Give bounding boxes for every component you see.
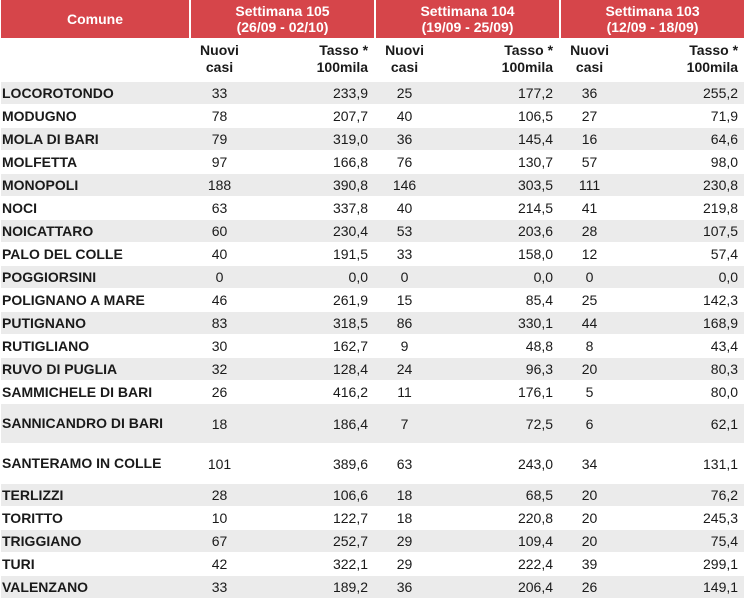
tasso-cell: 106,6 [250,483,374,506]
nuovi-casi-cell: 33 [189,575,250,598]
table-row [1,357,744,380]
comune-name: MOLA DI BARI [1,127,189,150]
tasso-cell: 130,7 [435,150,559,173]
tasso-cell: 64,6 [620,127,744,150]
subheader-blank [1,38,189,81]
nuovi-casi-cell: 188 [189,173,250,196]
tasso-line1: Tasso * [504,42,554,58]
nuovi-casi-line1: Nuovi [570,42,609,58]
nuovi-casi-cell: 57 [559,150,620,173]
tasso-cell: 299,1 [620,552,744,575]
tasso-cell: 75,4 [620,529,744,552]
nuovi-casi-line2: casi [205,59,234,75]
nuovi-casi-cell: 0 [189,265,250,288]
week-title: Settimana 103 [605,3,700,19]
tasso-cell: 96,3 [435,357,559,380]
tasso-cell: 68,5 [435,483,559,506]
nuovi-casi-cell: 18 [374,483,435,506]
comune-name: RUTIGLIANO [1,334,189,357]
tasso-cell: 219,8 [620,196,744,219]
tasso-cell: 0,0 [250,265,374,288]
tasso-cell: 318,5 [250,311,374,334]
tasso-cell: 71,9 [620,104,744,127]
nuovi-casi-cell: 33 [374,242,435,265]
nuovi-casi-cell: 15 [374,288,435,311]
table-row [1,552,744,575]
nuovi-casi-cell: 28 [559,219,620,242]
tasso-cell: 57,4 [620,242,744,265]
tasso-cell: 189,2 [250,575,374,598]
nuovi-casi-line1: Nuovi [200,42,239,58]
nuovi-casi-cell: 76 [374,150,435,173]
nuovi-casi-line1: Nuovi [385,42,424,58]
nuovi-casi-cell: 25 [559,288,620,311]
tasso-cell: 85,4 [435,288,559,311]
comune-name: NOCI [1,196,189,219]
nuovi-casi-line2: casi [390,59,419,75]
table-row [1,150,744,173]
table-row [1,506,744,529]
nuovi-casi-cell: 46 [189,288,250,311]
nuovi-casi-cell: 26 [189,380,250,403]
comune-name: SANTERAMO IN COLLE [1,443,189,483]
nuovi-casi-cell: 29 [374,529,435,552]
tasso-cell: 106,5 [435,104,559,127]
table-row [1,81,744,104]
tasso-cell: 145,4 [435,127,559,150]
tasso-cell: 214,5 [435,196,559,219]
tasso-cell: 252,7 [250,529,374,552]
nuovi-casi-cell: 10 [189,506,250,529]
comune-name: LOCOROTONDO [1,81,189,104]
comune-name: MODUGNO [1,104,189,127]
nuovi-casi-cell: 9 [374,334,435,357]
tasso-line1: Tasso * [319,42,369,58]
tasso-cell: 222,4 [435,552,559,575]
comune-name: TORITTO [1,506,189,529]
nuovi-casi-cell: 44 [559,311,620,334]
nuovi-casi-cell: 20 [559,529,620,552]
table-row [1,104,744,127]
nuovi-casi-cell: 41 [559,196,620,219]
tasso-cell: 0,0 [435,265,559,288]
tasso-cell: 62,1 [620,403,744,443]
week-104-header [374,0,559,38]
nuovi-casi-cell: 26 [559,575,620,598]
week-103-header [559,0,744,38]
nuovi-casi-cell: 20 [559,357,620,380]
table-body [1,81,744,598]
covid-weekly-table [1,0,744,598]
nuovi-casi-cell: 29 [374,552,435,575]
nuovi-casi-cell: 25 [374,81,435,104]
comune-name: SANNICANDRO DI BARI [1,403,189,443]
week-dates: (12/09 - 18/09) [606,19,699,35]
tasso-cell: 319,0 [250,127,374,150]
nuovi-casi-cell: 18 [189,403,250,443]
table-row [1,380,744,403]
tasso-header [620,38,744,81]
tasso-cell: 230,4 [250,219,374,242]
tasso-cell: 390,8 [250,173,374,196]
nuovi-casi-cell: 86 [374,311,435,334]
nuovi-casi-cell: 0 [374,265,435,288]
nuovi-casi-cell: 20 [559,506,620,529]
nuovi-casi-cell: 79 [189,127,250,150]
nuovi-casi-cell: 16 [559,127,620,150]
table-row [1,483,744,506]
nuovi-casi-cell: 83 [189,311,250,334]
tasso-cell: 128,4 [250,357,374,380]
tasso-cell: 206,4 [435,575,559,598]
tasso-line2: 100mila [501,59,554,75]
tasso-cell: 233,9 [250,81,374,104]
nuovi-casi-cell: 42 [189,552,250,575]
nuovi-casi-cell: 36 [374,575,435,598]
table-row [1,334,744,357]
table-row [1,173,744,196]
table-row [1,443,744,483]
comune-name: TRIGGIANO [1,529,189,552]
nuovi-casi-cell: 146 [374,173,435,196]
tasso-cell: 177,2 [435,81,559,104]
week-dates: (26/09 - 02/10) [236,19,329,35]
tasso-cell: 322,1 [250,552,374,575]
comune-name: VALENZANO [1,575,189,598]
table-row [1,265,744,288]
nuovi-casi-cell: 33 [189,81,250,104]
comune-name: SAMMICHELE DI BARI [1,380,189,403]
tasso-cell: 122,7 [250,506,374,529]
tasso-cell: 191,5 [250,242,374,265]
tasso-cell: 203,6 [435,219,559,242]
tasso-cell: 330,1 [435,311,559,334]
comune-name: PALO DEL COLLE [1,242,189,265]
nuovi-casi-cell: 24 [374,357,435,380]
nuovi-casi-cell: 30 [189,334,250,357]
tasso-header [435,38,559,81]
nuovi-casi-header [189,38,250,81]
tasso-cell: 142,3 [620,288,744,311]
nuovi-casi-cell: 111 [559,173,620,196]
nuovi-casi-cell: 5 [559,380,620,403]
week-dates: (19/09 - 25/09) [421,19,514,35]
nuovi-casi-cell: 63 [374,443,435,483]
table-row [1,127,744,150]
table-row [1,311,744,334]
tasso-cell: 0,0 [620,265,744,288]
table-row [1,288,744,311]
tasso-line2: 100mila [316,59,369,75]
table-row [1,575,744,598]
header-row [1,0,744,38]
comune-name: MOLFETTA [1,150,189,173]
tasso-cell: 261,9 [250,288,374,311]
nuovi-casi-cell: 12 [559,242,620,265]
tasso-line2: 100mila [686,59,739,75]
tasso-cell: 186,4 [250,403,374,443]
tasso-cell: 48,8 [435,334,559,357]
tasso-cell: 131,1 [620,443,744,483]
tasso-cell: 416,2 [250,380,374,403]
table-row [1,242,744,265]
tasso-cell: 245,3 [620,506,744,529]
nuovi-casi-cell: 6 [559,403,620,443]
nuovi-casi-cell: 40 [189,242,250,265]
nuovi-casi-cell: 20 [559,483,620,506]
tasso-header [250,38,374,81]
nuovi-casi-cell: 0 [559,265,620,288]
tasso-cell: 43,4 [620,334,744,357]
tasso-cell: 220,8 [435,506,559,529]
nuovi-casi-cell: 39 [559,552,620,575]
week-105-header [189,0,374,38]
tasso-cell: 80,0 [620,380,744,403]
nuovi-casi-cell: 67 [189,529,250,552]
tasso-cell: 107,5 [620,219,744,242]
nuovi-casi-line2: casi [575,59,604,75]
comune-name: RUVO DI PUGLIA [1,357,189,380]
tasso-cell: 72,5 [435,403,559,443]
comune-name: POGGIORSINI [1,265,189,288]
tasso-cell: 230,8 [620,173,744,196]
nuovi-casi-cell: 36 [374,127,435,150]
comune-name: MONOPOLI [1,173,189,196]
table-row [1,529,744,552]
nuovi-casi-cell: 32 [189,357,250,380]
nuovi-casi-cell: 78 [189,104,250,127]
nuovi-casi-cell: 7 [374,403,435,443]
nuovi-casi-header [374,38,435,81]
nuovi-casi-cell: 63 [189,196,250,219]
tasso-cell: 109,4 [435,529,559,552]
nuovi-casi-cell: 8 [559,334,620,357]
tasso-cell: 80,3 [620,357,744,380]
tasso-cell: 158,0 [435,242,559,265]
comune-header: Comune [1,0,189,38]
tasso-cell: 389,6 [250,443,374,483]
week-title: Settimana 105 [235,3,330,19]
nuovi-casi-cell: 40 [374,196,435,219]
nuovi-casi-cell: 18 [374,506,435,529]
tasso-cell: 98,0 [620,150,744,173]
comune-name: POLIGNANO A MARE [1,288,189,311]
tasso-line1: Tasso * [689,42,739,58]
nuovi-casi-cell: 101 [189,443,250,483]
tasso-cell: 162,7 [250,334,374,357]
tasso-cell: 337,8 [250,196,374,219]
comune-name: TURI [1,552,189,575]
comune-name: NOICATTARO [1,219,189,242]
tasso-cell: 243,0 [435,443,559,483]
nuovi-casi-cell: 36 [559,81,620,104]
tasso-cell: 176,1 [435,380,559,403]
nuovi-casi-cell: 11 [374,380,435,403]
tasso-cell: 168,9 [620,311,744,334]
subheader-row [1,38,744,81]
tasso-cell: 255,2 [620,81,744,104]
nuovi-casi-cell: 53 [374,219,435,242]
nuovi-casi-cell: 28 [189,483,250,506]
comune-name: TERLIZZI [1,483,189,506]
table-row [1,403,744,443]
tasso-cell: 76,2 [620,483,744,506]
nuovi-casi-cell: 34 [559,443,620,483]
tasso-cell: 303,5 [435,173,559,196]
table-row [1,196,744,219]
nuovi-casi-cell: 27 [559,104,620,127]
comune-name: PUTIGNANO [1,311,189,334]
nuovi-casi-cell: 40 [374,104,435,127]
nuovi-casi-cell: 60 [189,219,250,242]
tasso-cell: 149,1 [620,575,744,598]
nuovi-casi-cell: 97 [189,150,250,173]
table-row [1,219,744,242]
tasso-cell: 166,8 [250,150,374,173]
nuovi-casi-header [559,38,620,81]
week-title: Settimana 104 [420,3,515,19]
tasso-cell: 207,7 [250,104,374,127]
